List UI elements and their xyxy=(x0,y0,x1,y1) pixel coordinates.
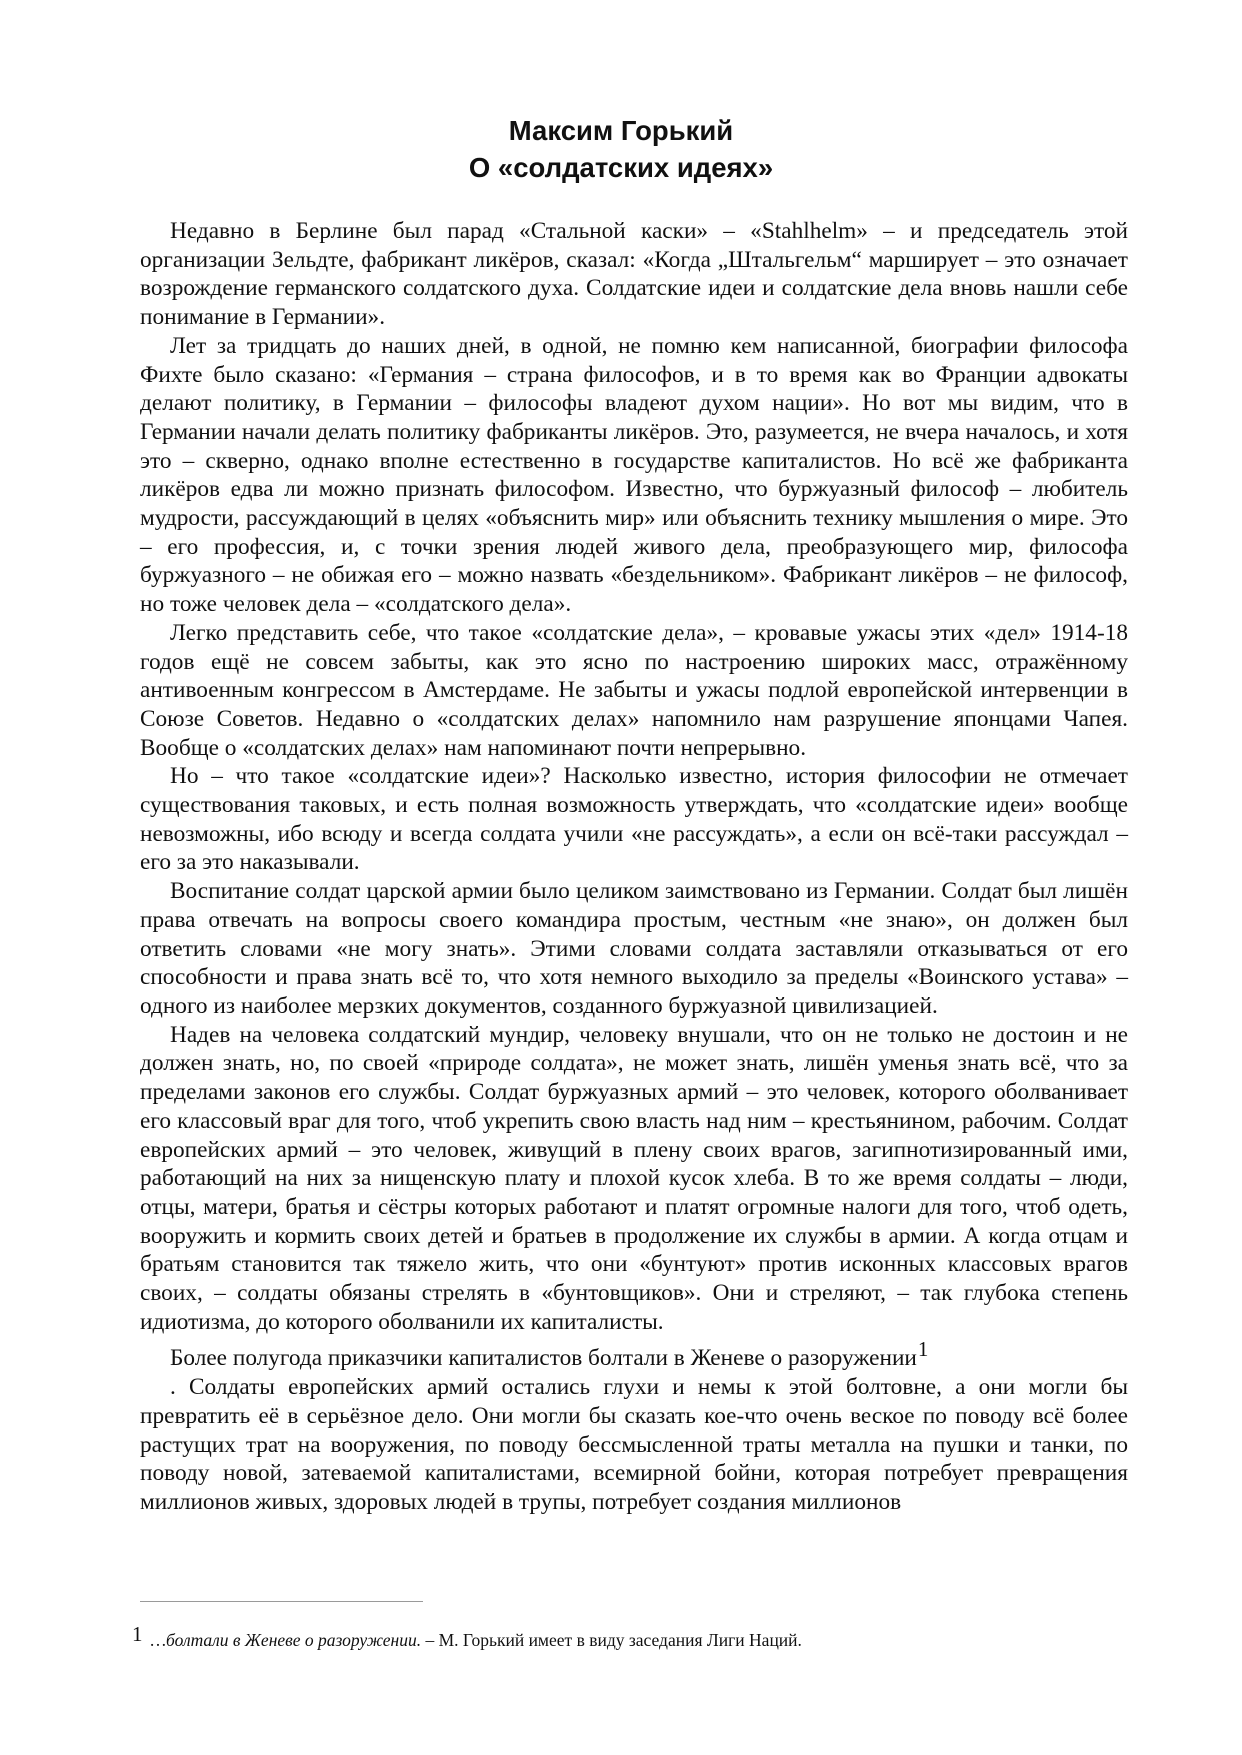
paragraph: Лет за тридцать до наших дней, в одной, не помню кем написанной, биографии философа Фихте было сказано: «Германия – страна философов, и в то время как во Франции адвокаты делают политику, в Германии – философы владеют духом нации». Но вот мы видим, что в Германии начали делать политику фабриканты ликёров. Это, разумеется, не вчера началось, и хотя это – скверно, однако вполне естественно в государстве капиталистов. Но всё же фабриканта ликёров едва ли можно признать философом. Известно, что буржуазный философ – любитель мудрости, рассуждающий в целях «объяснить мир» или объяснить технику мышления о мире. Это – его профессия, и, с точки зрения людей живого дела, преобразующего мир, философа буржуазного – не обижая его – можно назвать «бездельником». Фабрикант ликёров – не философ, но тоже человек дела – «солдатского дела». xyxy=(140,332,1128,618)
footnote-quote: …болтали в Женеве о разоружении. xyxy=(150,1630,422,1650)
paragraph: Недавно в Берлине был парад «Стальной каски» – «Stahlhelm» – и председатель этой организации Зельдте, фабрикант ликёров, сказал: «Когда „Штальгельм“ марширует – это означает возрождение германского солдатского духа. Солдатские идеи и солдатские дела вновь нашли себе понимание в Германии». xyxy=(140,218,1128,331)
paragraph: Воспитание солдат царской армии было целиком заимствовано из Германии. Солдат был лишён права отвечать на вопросы своего командира простым, честным «не знаю», он должен был ответить словами «не могу знать». Этими словами солдата заставляли отказываться от его способности и права знать всё то, что хотя немного выходило за пределы «Воинского устава» – одного из наиболее мерзких документов, созданного буржуазной цивилизацией. xyxy=(140,878,1128,1019)
footnote xyxy=(132,1623,1132,1651)
paragraph: Но – что такое «солдатские идеи»? Насколько известно, история философии не отмечает существования таковых, и есть полная возможность утверждать, что «солдатские идеи» вообще невозможны, ибо всюду и всегда солдата учили «не рассуждать», а если он всё-таки рассуждал – его за это наказывали. xyxy=(140,763,1128,876)
paragraph: Надев на человека солдатский мундир, человеку внушали, что он не только не достоин и не должен знать, но, по своей «природе солдата», не может знать, лишён уменья знать всё, что за пределами законов его службы. Солдат буржуазных армий – это человек, которого оболванивает его классовый враг для того, чтоб укрепить свою власть над ним – крестьянином, рабочим. Солдат европейских армий – это человек, живущий в плену своих врагов, загипнотизированный ими, работающий на них за нищенскую плату и плохой кусок хлеба. В то же время солдаты – люди, отцы, матери, братья и сёстры которых работают и платят огромные налоги для того, чтоб одеть, вооружить и кормить своих детей и братьев в продолжение их службы в армии. А когда отцам и братьям становится так тяжело жить, что они «бунтуют» против исконных классовых врагов своих, – солдаты обязаны стрелять в «бунтовщиков». Они и стреляют, – так глубока степень идиотизма, до которого оболванили их капиталисты. xyxy=(140,1021,1128,1335)
footnote-reference[interactable]: 1 xyxy=(917,1337,929,1362)
paragraph-with-footnote xyxy=(140,1337,1128,1373)
footnote-number: 1 xyxy=(132,1622,143,1646)
page-title-block xyxy=(0,112,1242,186)
footnote-divider xyxy=(140,1601,423,1602)
footnote-text: – М. Горький имеет в виду заседания Лиги Наций. xyxy=(421,1630,802,1650)
article-body xyxy=(140,217,1128,1517)
author-name: Максим Горький xyxy=(508,115,734,146)
paragraph: Легко представить себе, что такое «солдатские дела», – кровавые ужасы этих «дел» 1914-18 годов ещё не совсем забыты, как это ясно по настроению широких масс, отражённому антивоенным конгрессом в Амстердаме. Не забыты и ужасы подлой европейской интервенции в Союзе Советов. Недавно о «солдатских делах» напомнило нам разрушение японцами Чапея. Вообще о «солдатских делах» нам напоминают почти непрерывно. xyxy=(140,619,1128,761)
paragraph: . Солдаты европейских армий остались глухи и немы к этой болтовне, а они могли бы превратить её в серьёзное дело. Они могли бы сказать кое-что очень веское по поводу всё более растущих трат на вооружения, по поводу бессмысленной траты металла на пушки и танки, по поводу новой, затеваемой капиталистами, всемирной бойни, которая потребует превращения миллионов живых, здоровых людей в трупы, потребует создания миллионов xyxy=(140,1374,1128,1515)
paragraph-text: Более полугода приказчики капиталистов болтали в Женеве о разоружении xyxy=(170,1345,917,1372)
page-title: О «солдатских идеях» xyxy=(468,152,774,183)
